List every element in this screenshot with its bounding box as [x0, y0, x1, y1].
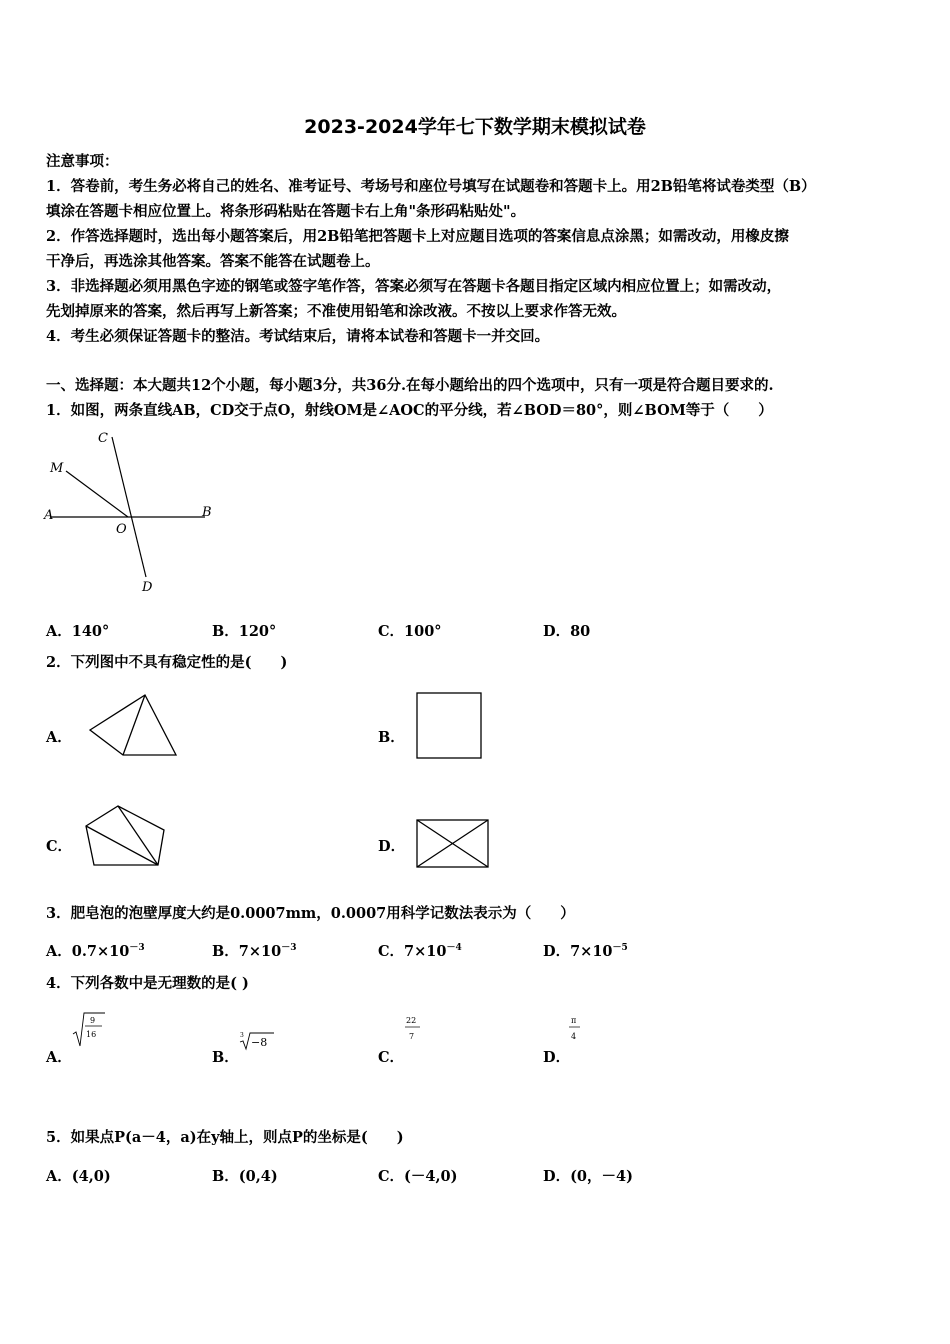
q2-figure-a: [85, 692, 185, 762]
q3-option-b-exp: －3: [281, 943, 297, 953]
q1-option-a[interactable]: A．140°: [46, 623, 110, 640]
q2-figure-b: [412, 690, 488, 766]
q4-option-b-math: [238, 1030, 278, 1052]
q3-option-c-exp: －4: [446, 943, 462, 953]
line-cd: [112, 437, 146, 577]
label-d: D: [142, 580, 153, 595]
q2-option-d[interactable]: D．: [378, 838, 406, 855]
q4-option-b[interactable]: B．: [212, 1049, 239, 1066]
q1-option-d[interactable]: D．80: [543, 623, 591, 640]
q4-option-d-math: [566, 1012, 586, 1046]
q3-option-b-base: B．7×10: [212, 943, 282, 960]
cbrt-index: 3: [240, 1032, 244, 1039]
label-c: C: [98, 431, 108, 446]
q4-option-a-math: [70, 1010, 110, 1050]
frac-d-num: π: [571, 1016, 577, 1025]
frac-a-den: 16: [86, 1030, 97, 1039]
q3-option-a-exp: －3: [129, 943, 145, 953]
q1-option-c[interactable]: C．100°: [378, 623, 442, 640]
q3-option-c-base: C．7×10: [378, 943, 447, 960]
q5-option-a[interactable]: A．(4,0): [46, 1168, 111, 1185]
q3-option-d-exp: －5: [612, 943, 628, 953]
q5-option-c[interactable]: C．(－4,0): [378, 1168, 458, 1185]
q3-option-a-base: A．0.7×10: [46, 943, 130, 960]
notice-line: 4．考生必须保证答题卡的整洁。考试结束后，请将本试卷和答题卡一并交回。: [46, 328, 550, 345]
q3-option-a[interactable]: [46, 940, 145, 961]
q3-option-d-base: D．7×10: [543, 943, 613, 960]
q3-option-d[interactable]: [543, 940, 628, 961]
cbrt-value: −8: [251, 1036, 268, 1049]
question-2-stem: 2．下列图中不具有稳定性的是( ): [46, 654, 288, 671]
q2-option-c[interactable]: C．: [46, 838, 73, 855]
notice-line: 干净后，再选涂其他答案。答案不能答在试题卷上。: [46, 253, 380, 270]
frac-c-den: 7: [409, 1032, 415, 1041]
notice-line: 1．答卷前，考生务必将自己的姓名、准考证号、考场号和座位号填写在试题卷和答题卡上。用2B铅笔将试卷类型（B）: [46, 178, 816, 195]
question-4-stem: 4．下列各数中是无理数的是( ): [46, 975, 249, 992]
q4-option-a[interactable]: A．: [46, 1049, 72, 1066]
q3-option-b[interactable]: [212, 940, 296, 961]
question-3-stem: 3．肥皂泡的泡壁厚度大约是0.0007mm，0.0007用科学记数法表示为（ ）: [46, 905, 575, 922]
notice-line: 2．作答选择题时，选出每小题答案后，用2B铅笔把答题卡上对应题目选项的答案信息点涂黑；如需改动，用橡皮擦: [46, 228, 789, 245]
frac-d-den: 4: [571, 1032, 577, 1041]
frac-c-num: 22: [406, 1016, 417, 1025]
q2-option-b[interactable]: B．: [378, 729, 405, 746]
q4-option-d[interactable]: D．: [543, 1049, 571, 1066]
section-heading: 一、选择题：本大题共12个小题，每小题3分，共36分.在每小题给出的四个选项中，只有一项是符合题目要求的.: [46, 377, 774, 394]
q2-figure-d: [412, 817, 492, 872]
frac-a-num: 9: [90, 1016, 96, 1025]
notice-heading: 注意事项：: [46, 153, 119, 170]
notice-line: 填涂在答题卡相应位置上。将条形码粘贴在答题卡右上角"条形码粘贴处"。: [46, 203, 526, 220]
label-m: M: [50, 461, 64, 476]
q4-option-c-math: [402, 1012, 426, 1046]
q5-option-d[interactable]: D．(0，－4): [543, 1168, 633, 1185]
question-1-stem: 1．如图，两条直线AB，CD交于点O，射线OM是∠AOC的平分线，若∠BOD＝80°，则∠BOM等于（ ）: [46, 402, 773, 419]
q2-figure-c: [80, 802, 170, 870]
question-5-stem: 5．如果点P(a－4，a)在y轴上，则点P的坐标是( ): [46, 1129, 404, 1146]
q1-figure: [40, 425, 230, 600]
q5-option-b[interactable]: B．(0,4): [212, 1168, 278, 1185]
q4-option-c[interactable]: C．: [378, 1049, 405, 1066]
label-o: O: [116, 522, 127, 537]
q3-option-c[interactable]: [378, 940, 462, 961]
page-title: 2023-2024学年七下数学期末模拟试卷: [304, 116, 646, 138]
q2-option-a[interactable]: A．: [46, 729, 72, 746]
ray-om: [66, 471, 128, 517]
notice-line: 3．非选择题必须用黑色字迹的钢笔或签字笔作答，答案必须写在答题卡各题目指定区域内相应位置上；如需改动，: [46, 278, 782, 295]
label-b: B: [202, 505, 212, 520]
notice-line: 先划掉原来的答案，然后再写上新答案；不准使用铅笔和涂改液。不按以上要求作答无效。: [46, 303, 626, 320]
q1-option-b[interactable]: B．120°: [212, 623, 277, 640]
label-a: A: [44, 508, 54, 523]
